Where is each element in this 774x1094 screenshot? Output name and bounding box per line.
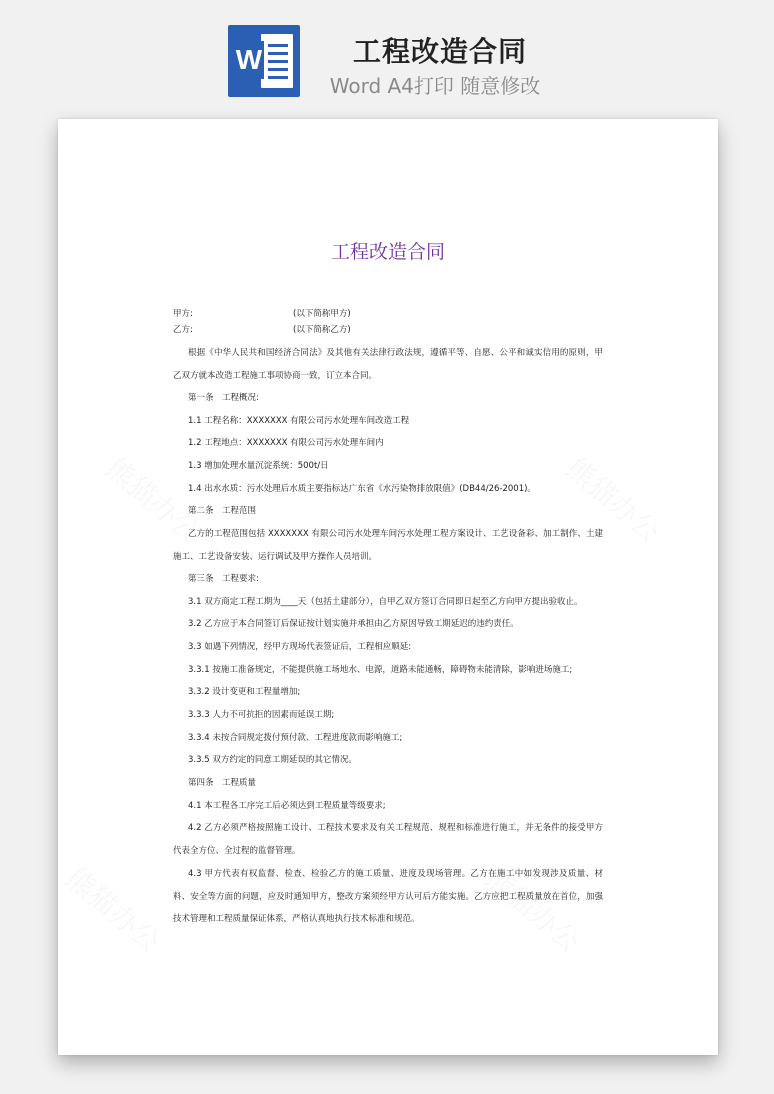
clause-paragraph: 1.4 出水水质：污水处理后水质主要指标达广东省《水污染物排放限值》(DB44/26-2001)。 bbox=[188, 484, 536, 494]
word-icon-letter: W bbox=[234, 41, 264, 79]
paragraph-preamble: 根据《中华人民共和国经济合同法》及其他有关法律行政法规，遵循平等、自愿、公平和诚实信用的原则，甲乙双方就本改造工程施工事项协商一致，订立本合同。 bbox=[173, 348, 603, 381]
clause-paragraph: 3.3.5 双方约定的同意工期延误的其它情况。 bbox=[188, 755, 357, 765]
clause-paragraph: 4.3 甲方代表有权监督、检查、检验乙方的施工质量、进度及现场管理。乙方在施工中如发现涉及质量、材料、安全等方面的问题，应及时通知甲方，整改方案须经甲方认可后方能实施。乙方应把工程质量放在首位，加强技术管理和工程质量保证体系，严格认真地执行技术标准和规范。 bbox=[173, 869, 603, 925]
header-title: 工程改造合同 bbox=[352, 35, 527, 68]
clause-paragraph: 4.2 乙方必须严格按照施工设计、工程技术要求及有关工程规范、规程和标准进行施工，并无条件的接受甲方代表全方位、全过程的监督管理。 bbox=[173, 823, 603, 856]
clause-paragraph: 3.3.2 设计变更和工程量增加; bbox=[188, 687, 301, 697]
clause-paragraph: 1.1 工程名称：XXXXXXX 有限公司污水处理车间改造工程 bbox=[188, 416, 410, 426]
party-a-note: (以下简称甲方) bbox=[293, 309, 351, 319]
clause-paragraph: 乙方的工程范围包括 XXXXXXX 有限公司污水处理车间污水处理工程方案设计、工艺设备彩、加工制作、土建施工、工艺设备安装、运行调试及甲方操作人员培训。 bbox=[173, 529, 603, 562]
section-heading: 第一条 工程概况: bbox=[188, 393, 259, 403]
section-heading: 第四条 工程质量 bbox=[188, 778, 257, 788]
party-b-line bbox=[173, 323, 573, 339]
clause-paragraph: 3.3 如遇下列情况，经甲方现场代表签证后，工程相应顺延: bbox=[188, 642, 412, 652]
header bbox=[0, 0, 774, 110]
section-heading: 第二条 工程范围 bbox=[188, 506, 257, 516]
clause-paragraph: 3.3.3 人力不可抗拒的因素而延误工期; bbox=[188, 710, 335, 720]
document-title: 工程改造合同 bbox=[330, 241, 445, 263]
clause-paragraph: 1.2 工程地点：XXXXXXX 有限公司污水处理车间内 bbox=[188, 438, 384, 448]
clause-paragraph: 3.3.4 未按合同规定拨付预付款、工程进度款而影响施工; bbox=[188, 733, 403, 743]
document-page bbox=[58, 119, 718, 1055]
party-b-note: (以下简称乙方) bbox=[293, 325, 351, 335]
section-heading: 第三条 工程要求: bbox=[188, 574, 259, 584]
party-b-label: 乙方: bbox=[173, 325, 193, 335]
clause-paragraph: 3.2 乙方应于本合同签订后保证按计划实施并承担由乙方原因导致工期延迟的违约责任。 bbox=[188, 619, 519, 629]
clause-paragraph: 3.3.1 按施工准备规定，不能提供施工场地水、电源，道路未能通畅，障碍物未能清除，影响进场施工; bbox=[188, 665, 573, 675]
header-subtitle: Word A4打印 随意修改 bbox=[329, 74, 541, 98]
word-icon-page bbox=[261, 34, 293, 88]
clause-paragraph: 3.1 双方商定工程工期为____天（包括土建部分），自甲乙双方签订合同即日起至乙方向甲方提出验收止。 bbox=[188, 597, 583, 607]
word-icon bbox=[228, 25, 300, 97]
clause-paragraph: 1.3 增加处理水量沉淀系统：500t/日 bbox=[188, 461, 329, 471]
party-a-line bbox=[173, 307, 573, 323]
clause-paragraph: 4.1 本工程各工序完工后必须达到工程质量等级要求; bbox=[188, 801, 386, 811]
watermark bbox=[58, 858, 170, 961]
party-a-label: 甲方: bbox=[173, 309, 193, 319]
